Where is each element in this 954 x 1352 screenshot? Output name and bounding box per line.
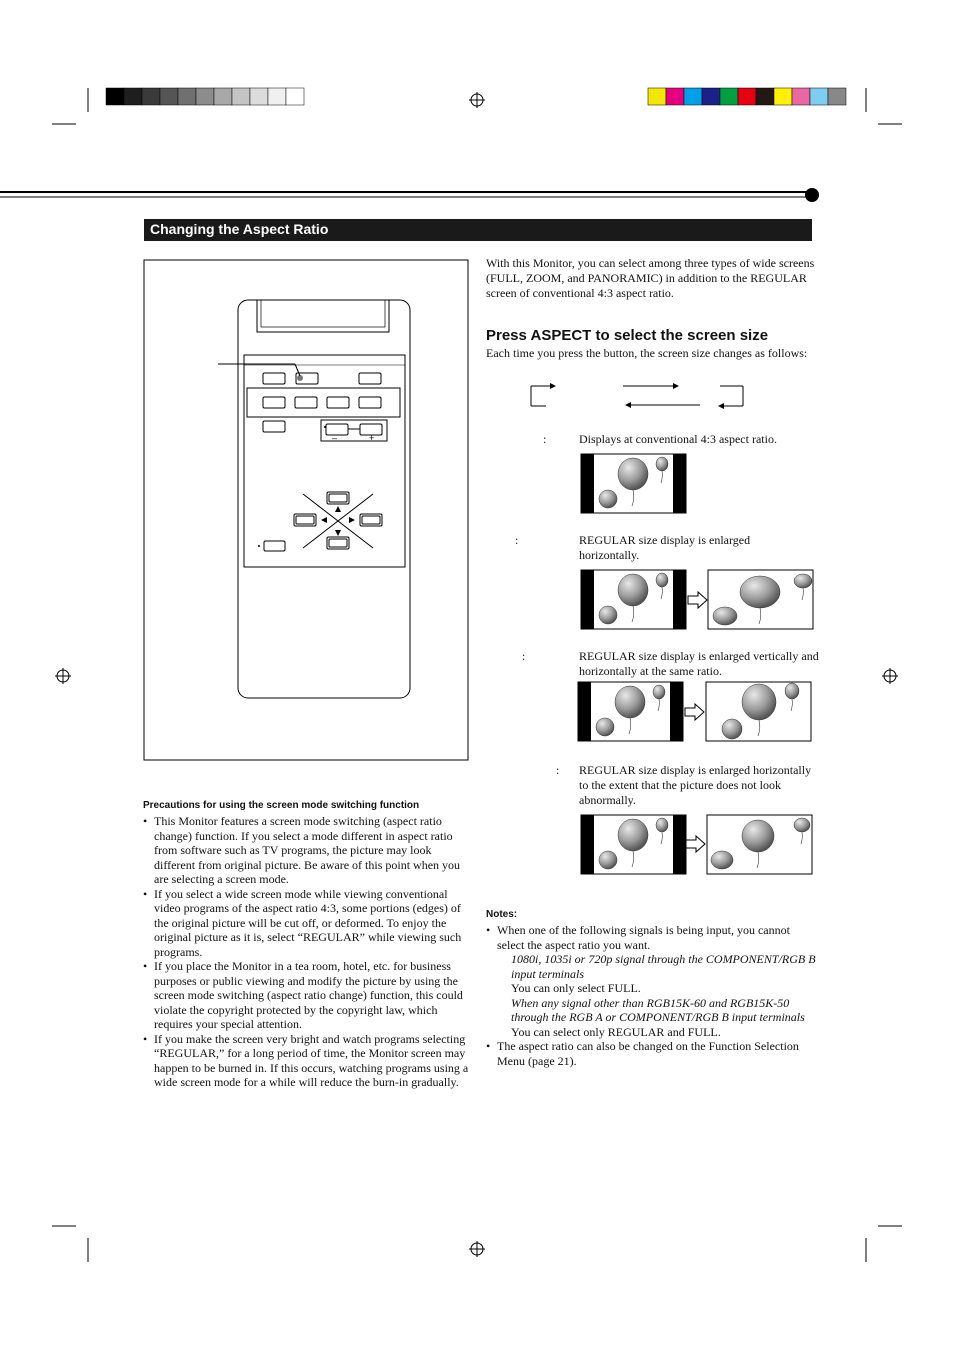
note-result: You can only select FULL. <box>511 981 641 995</box>
intro-paragraph: With this Monitor, you can select among three types of wide screens (FULL, ZOOM, and PANORAMIC) in addition to the REGULAR screen of conventional 4:3 aspect ratio. <box>486 256 815 300</box>
list-item: • If you make the screen very bright and watch programs selecting “REGULAR,” for a long period of time, the Monitor screen may happen to be burned in. If this occurs, watching programs using a wide screen mode for a while will reduce the burn-in gradually. <box>143 1032 473 1090</box>
press-aspect-text: Each time you press the button, the screen size changes as follows: <box>486 346 808 360</box>
notes-block <box>486 923 816 1068</box>
notes-heading: Notes: <box>486 909 518 920</box>
note-result: You can select only REGULAR and FULL. <box>511 1024 721 1039</box>
precautions-heading: Precautions for using the screen mode switching function <box>143 800 420 811</box>
note-case: 1080i, 1035i or 720p signal through the COMPONENT/RGB B input terminals <box>511 952 816 981</box>
arrow-right-icon <box>686 836 705 852</box>
section-title: Changing the Aspect Ratio <box>150 221 329 237</box>
mode-panoramic-text: REGULAR size display is enlarged horizontally to the extent that the picture does not look abnormally. <box>579 763 812 807</box>
note-item: • When one of the following signals is being input, you cannot select the aspect ratio you want. <box>486 923 816 952</box>
mode-colon: : <box>522 649 526 663</box>
mode-full-text: REGULAR size display is enlarged horizontally. <box>579 533 751 562</box>
list-item: • If you select a wide screen mode while viewing conventional video programs of the aspect ratio 4:3, some portions (edges) of the original picture will be cut off, or deformed. To enjoy the original picture as it is, select “REGULAR” while viewing such programs. <box>143 887 473 960</box>
list-item: • If you place the Monitor in a tea room, hotel, etc. for business purposes or public viewing and modify the picture by using the screen mode switching (aspect ratio change) function, this could violate the copyright protected by the copyright law, which requires your special attention. <box>143 959 473 1032</box>
mode-zoom-text: REGULAR size display is enlarged vertically and horizontally at the same ratio. <box>579 649 819 678</box>
arrow-right-icon <box>688 592 707 608</box>
precautions-list <box>143 814 473 1090</box>
mode-regular-text: Displays at conventional 4:3 aspect ratio. <box>579 432 777 446</box>
mode-colon: : <box>515 533 519 547</box>
note-case: When any signal other than RGB15K-60 and RGB15K-50 through the RGB A or COMPONENT/RGB B input terminals <box>511 995 805 1024</box>
mode-colon: : <box>556 763 560 777</box>
press-aspect-heading: Press ASPECT to select the screen size <box>486 327 769 344</box>
list-item: • This Monitor features a screen mode switching (aspect ratio change) function. If you select a mode different in aspect ratio from software such as TV programs, the picture may look different from original picture. Be aware of this point when you are selecting a screen mode. <box>143 814 473 887</box>
note-item: • The aspect ratio can also be changed on the Function Selection Menu (page 21). <box>486 1039 816 1068</box>
svg-text:+: + <box>369 433 375 443</box>
arrow-right-icon <box>685 704 704 720</box>
mode-colon: : <box>543 432 547 446</box>
svg-text:–: – <box>332 433 338 443</box>
